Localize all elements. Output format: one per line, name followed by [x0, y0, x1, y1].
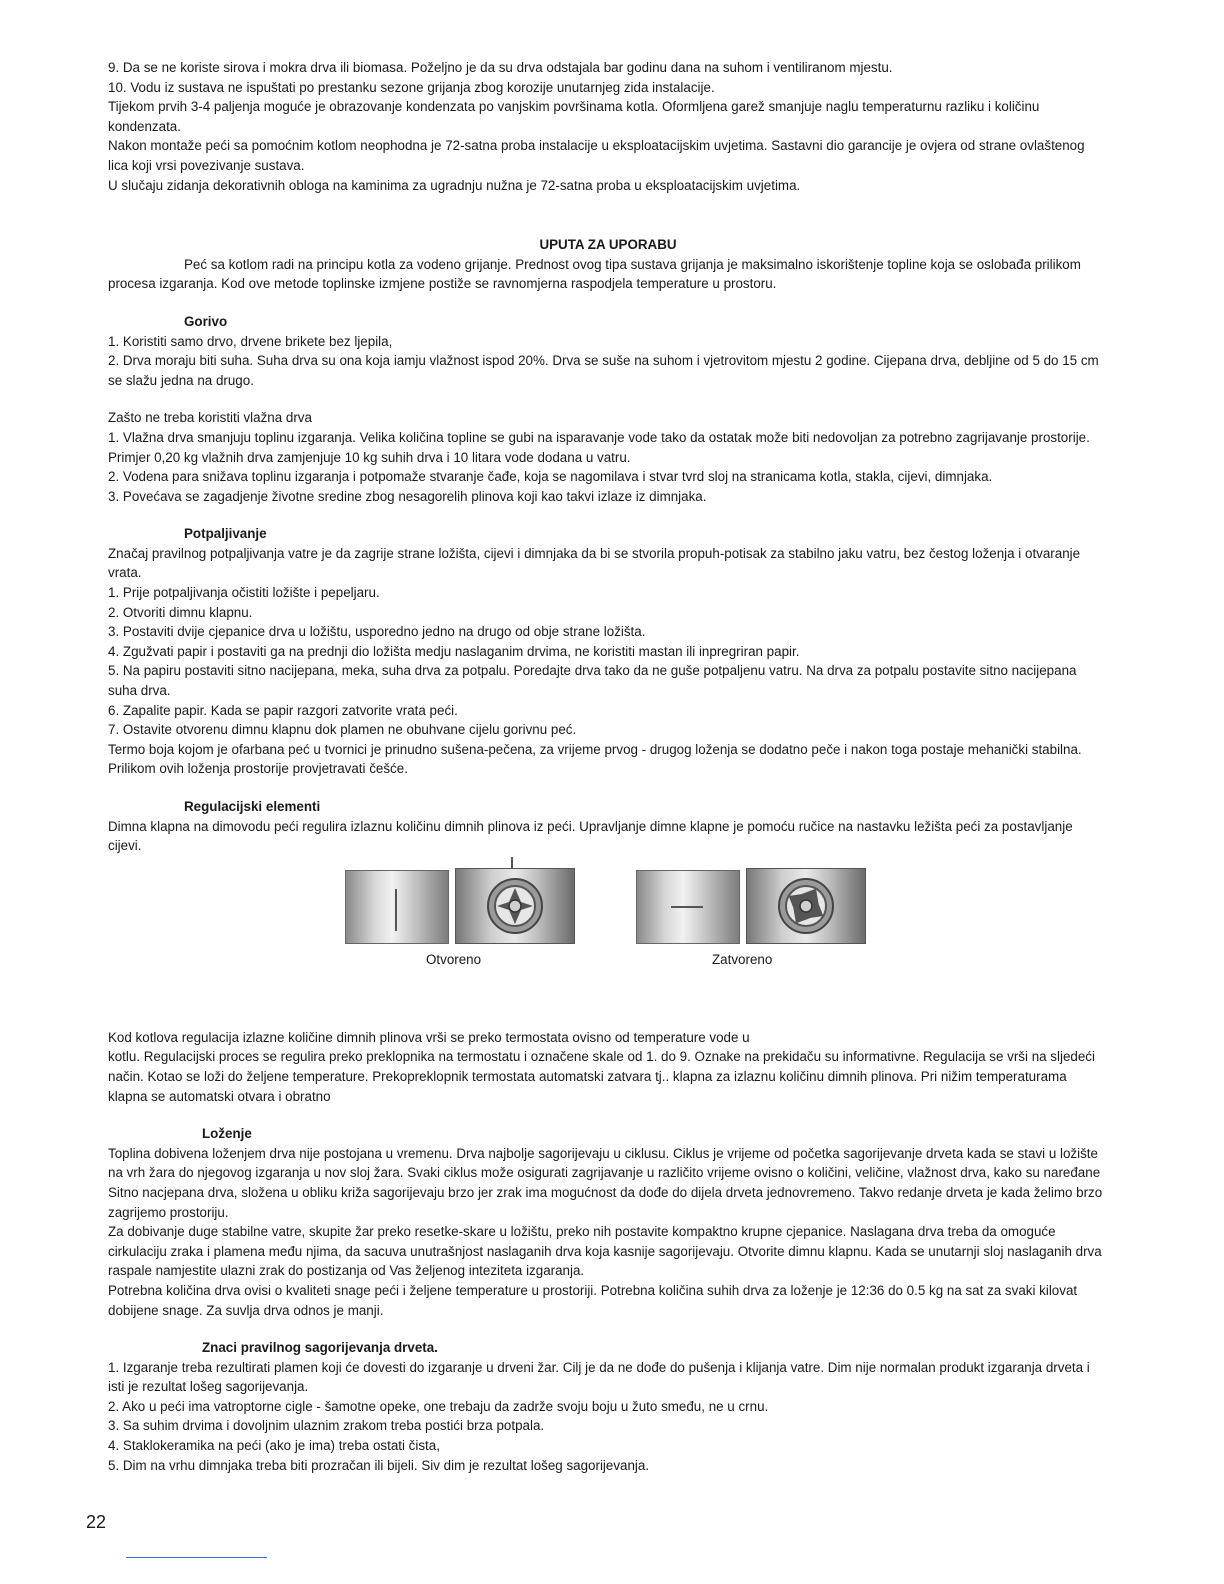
subhead-potpaljivanje: Potpaljivanje [184, 526, 267, 542]
subhead-znaci: Znaci pravilnog sagorijevanja drveta. [202, 1340, 438, 1356]
intro-line: 9. Da se ne koriste sirova i mokra drva ili biomasa. Poželjno je da su drva odstajala bar godinu dana na suhom i ventiliranom mjestu. [108, 60, 893, 75]
uputa-text: Peć sa kotlom radi na principu kotla za vodeno grijanje. Prednost ovog tipa sustava grijanja je maksimalno iskorištenje topline koja se oslobađa prilikom procesa izgaranja. Kod ove metode toplinske izmjene postiže se ravnomjerna raspodjela temperature u prostoru. [108, 256, 1081, 292]
pipe-end-view [746, 868, 866, 944]
damper-valve-icon [485, 876, 545, 936]
potpaljivanje-line: Značaj pravilnog potpaljivanja vatre je da zagrije strane ložišta, cijevi i dimnjaka da bi se stvorila propuh-potisak za stabilno jaku vatru, bez čestog loženja i otvaranje vrata. [108, 545, 1081, 581]
subhead-lozenje: Loženje [202, 1126, 252, 1142]
why-item: 1. Vlažna drva smanjuju toplinu izgaranja. Velika količina topline se gubi na isparavanje vode tako da ostatak može biti nedovoljan za potrebno zagrijavanje prostorije. Primjer 0,20 kg vlažnih drva zamjenjuje 10 kg suhih drva i 10 litara vode dodana u vatru. [108, 429, 1090, 465]
potpaljivanje-line: Termo boja kojom je ofarbana peć u tvornici je prinudno sušena-pečena, za vrijeme prvog - drugog loženja se dodatno peče i nakon toga postaje mehanički stabilna. Prilikom ovih loženja prostorije provjetravati češće. [108, 741, 1082, 777]
subhead-gorivo: Gorivo [184, 313, 228, 329]
regulacijski-para: Kod kotlova regulacija izlazne količine dimnih plinova vrši se preko termostata ovisno od temperature vode u [108, 1029, 750, 1045]
potpaljivanje-line: 7. Ostavite otvorenu dimnu klapnu dok plamen ne obuhvane cijelu gorivnu peć. [108, 722, 577, 738]
page-number: 22 [86, 1512, 107, 1532]
pipe-side-view [636, 870, 740, 944]
caption-open: Otvoreno [426, 951, 482, 967]
potpaljivanje-line: 2. Otvoriti dimnu klapnu. [108, 604, 253, 620]
lozenje-line: Potrebna količina drva ovisi o kvaliteti snage peći i željene temperature u prostoriji. Potrebna količina suhih drva za loženje je 12:36 do 0.5 kg na sat za svaki kilovat dobijene snage. Za suvlja drva odnos je manji. [108, 1282, 1078, 1318]
why-item: 3. Povećava se zagadjenje životne sredine zbog nesagorelih plinova koji kao takvi izlaze iz dimnjaka. [108, 488, 707, 504]
potpaljivanje-line: 1. Prije potpaljivanja očistiti ložište i pepeljaru. [108, 585, 380, 601]
damper-figure [108, 860, 1108, 1010]
footer-divider [126, 1557, 267, 1558]
caption-closed: Zatvoreno [712, 951, 773, 967]
intro-line: Tijekom prvih 3-4 paljenja moguće je obrazovanje kondenzata po vanjskim površinama kotla. Oformljena garež smanjuje naglu temperaturnu razliku i količinu kondenzata. [108, 99, 1040, 134]
pipe-end-view [455, 868, 575, 944]
why-title: Zašto ne treba koristiti vlažna drva [108, 410, 312, 426]
section-title-uputa: UPUTA ZA UPORABU [539, 237, 677, 253]
lozenje-line: Sitno nacjepana drva, složena u obliku križa sagorijevaju brzo jer zrak ima mogućnost da dođe do dijela drveta jednovremeno. Takvo redanje drveta je kada želimo brzo zagrijemo prostoriju. [108, 1184, 1103, 1220]
potpaljivanje-line: 5. Na papiru postaviti sitno nacijepana, meka, suha drva za potpalu. Poredajte drva tako da ne guše potpaljenu vatru. Na drva za potpalu postavite sitno nacijepana suha drva. [108, 663, 1077, 699]
regulacijski-text: Dimna klapna na dimovodu peći regulira izlaznu količinu dimnih plinova iz peći. Upravljanje dimne klapne je pomoću ručice na nastavku ležišta peći za postavljanje cijevi. [108, 818, 1073, 854]
subhead-regulacijski: Regulacijski elementi [184, 799, 321, 814]
intro-line: 10. Vodu iz sustava ne ispuštati po prestanku sezone grijanja zbog korozije unutarnjeg zida instalacije. [108, 79, 715, 95]
znaci-item: 2. Ako u peći ima vatroptorne cigle - šamotne opeke, one trebaju da zadrže svoju boju u žuto smeđu, ne u crnu. [108, 1398, 769, 1414]
znaci-item: 1. Izgaranje treba rezultirati plamen koji će dovesti do izgaranje u drveni žar. Cilj je da ne dođe do pušenja i klijanja vatre. Dim nije normalan produkt izgaranja drveta i isti je rezultat lošeg sagorijevanja. [108, 1359, 1090, 1395]
document-page [108, 58, 1108, 1475]
znaci-item: 5. Dim na vrhu dimnjaka treba biti prozračan ili bijeli. Siv dim je rezultat lošeg sagorijevanja. [108, 1457, 650, 1473]
lozenje-line: Za dobivanje duge stabilne vatre, skupite žar preko resetke-skare u ložištu, preko nih postavite kompaktno krupne cjepanice. Naslagana drva treba da omoguće cirkulaciju zraka i plamena među njima, da sacuva unutrašnjost naslaganih drva koja kasnije sagorijevaju. Otvorite dimnu klapnu. Kada se unutarnji sloj naslaganih drva raspale namjestite ulazni zrak do postizanja od Vas željenog inteziteta izgaranja. [108, 1224, 1102, 1279]
intro-line: Nakon montaže peći sa pomoćnim kotlom neophodna je 72-satna proba instalacije u eksploatacijskim uvjetima. Sastavni dio garancije je ovjera od strane ovlaštenog lica koji vrsi povezivanje sustava. [108, 138, 1085, 173]
gorivo-item: 2. Drva moraju biti suha. Suha drva su ona koja iamju vlažnost ispod 20%. Drva se suše na suhom i vjetrovitom mjestu 2 godine. Cijepana drva, debljine od 5 do 15 cm se slažu jedna na drugo. [108, 353, 1099, 388]
potpaljivanje-line: 6. Zapalite papir. Kada se papir razgori zatvorite vrata peći. [108, 702, 458, 718]
damper-valve-icon [776, 876, 836, 936]
znaci-item: 4. Staklokeramika na peći (ako je ima) treba ostati čista, [108, 1438, 440, 1454]
znaci-item: 3. Sa suhim drvima i dovoljnim ulaznim zrakom treba postići brza potpala. [108, 1418, 545, 1434]
why-item: 2. Vodena para snižava toplinu izgaranja i potpomaže stvaranje čađe, koja se nagomilava i stvar tvrd sloj na stranicama kotla, stakla, cijevi, dimnjaka. [108, 469, 993, 485]
intro-line: U slučaju zidanja dekorativnih obloga na kaminima za ugradnju nužna je 72-satna proba u eksploatacijskim uvjetima. [108, 177, 801, 193]
potpaljivanje-line: 4. Zgužvati papir i postaviti ga na prednji dio ložišta medju naslaganim drvima, ne koristiti mastan ili inpregriran papir. [108, 643, 800, 659]
pipe-side-view [345, 870, 449, 944]
lozenje-line: Toplina dobivena loženjem drva nije postojana u vremenu. Drva najbolje sagorijevaju u ciklusu. Ciklus je vrijeme od početka sagorijevanje drveta kada se stavi u ložište na vrh žara do njegovog izgaranja u nov sloj žara. Svaki ciklus može osigurati zagrijavanje u različito vrijeme ovisno o količini, veličine, vlažnost drva, kako su naređane [108, 1145, 1101, 1181]
regulacijski-para: kotlu. Regulacijski proces se regulira preko preklopnika na termostatu i označene skale od 1. do 9. Oznake na prekidaču su informativne. Regulacija se vrši na sljedeći način. Kotao se loži do željene temperature. Prekopreklopnik termostata automatski zatvara tj.. klapna za izlaznu količinu dimnih plinova. Pri nižim temperaturama klapna se automatski otvara i obratno [108, 1049, 1095, 1104]
gorivo-item: 1. Koristiti samo drvo, drvene brikete bez ljepila, [108, 333, 393, 349]
potpaljivanje-line: 3. Postaviti dvije cjepanice drva u ložištu, usporedno jedno na drugo od obje strane ložišta. [108, 624, 646, 640]
